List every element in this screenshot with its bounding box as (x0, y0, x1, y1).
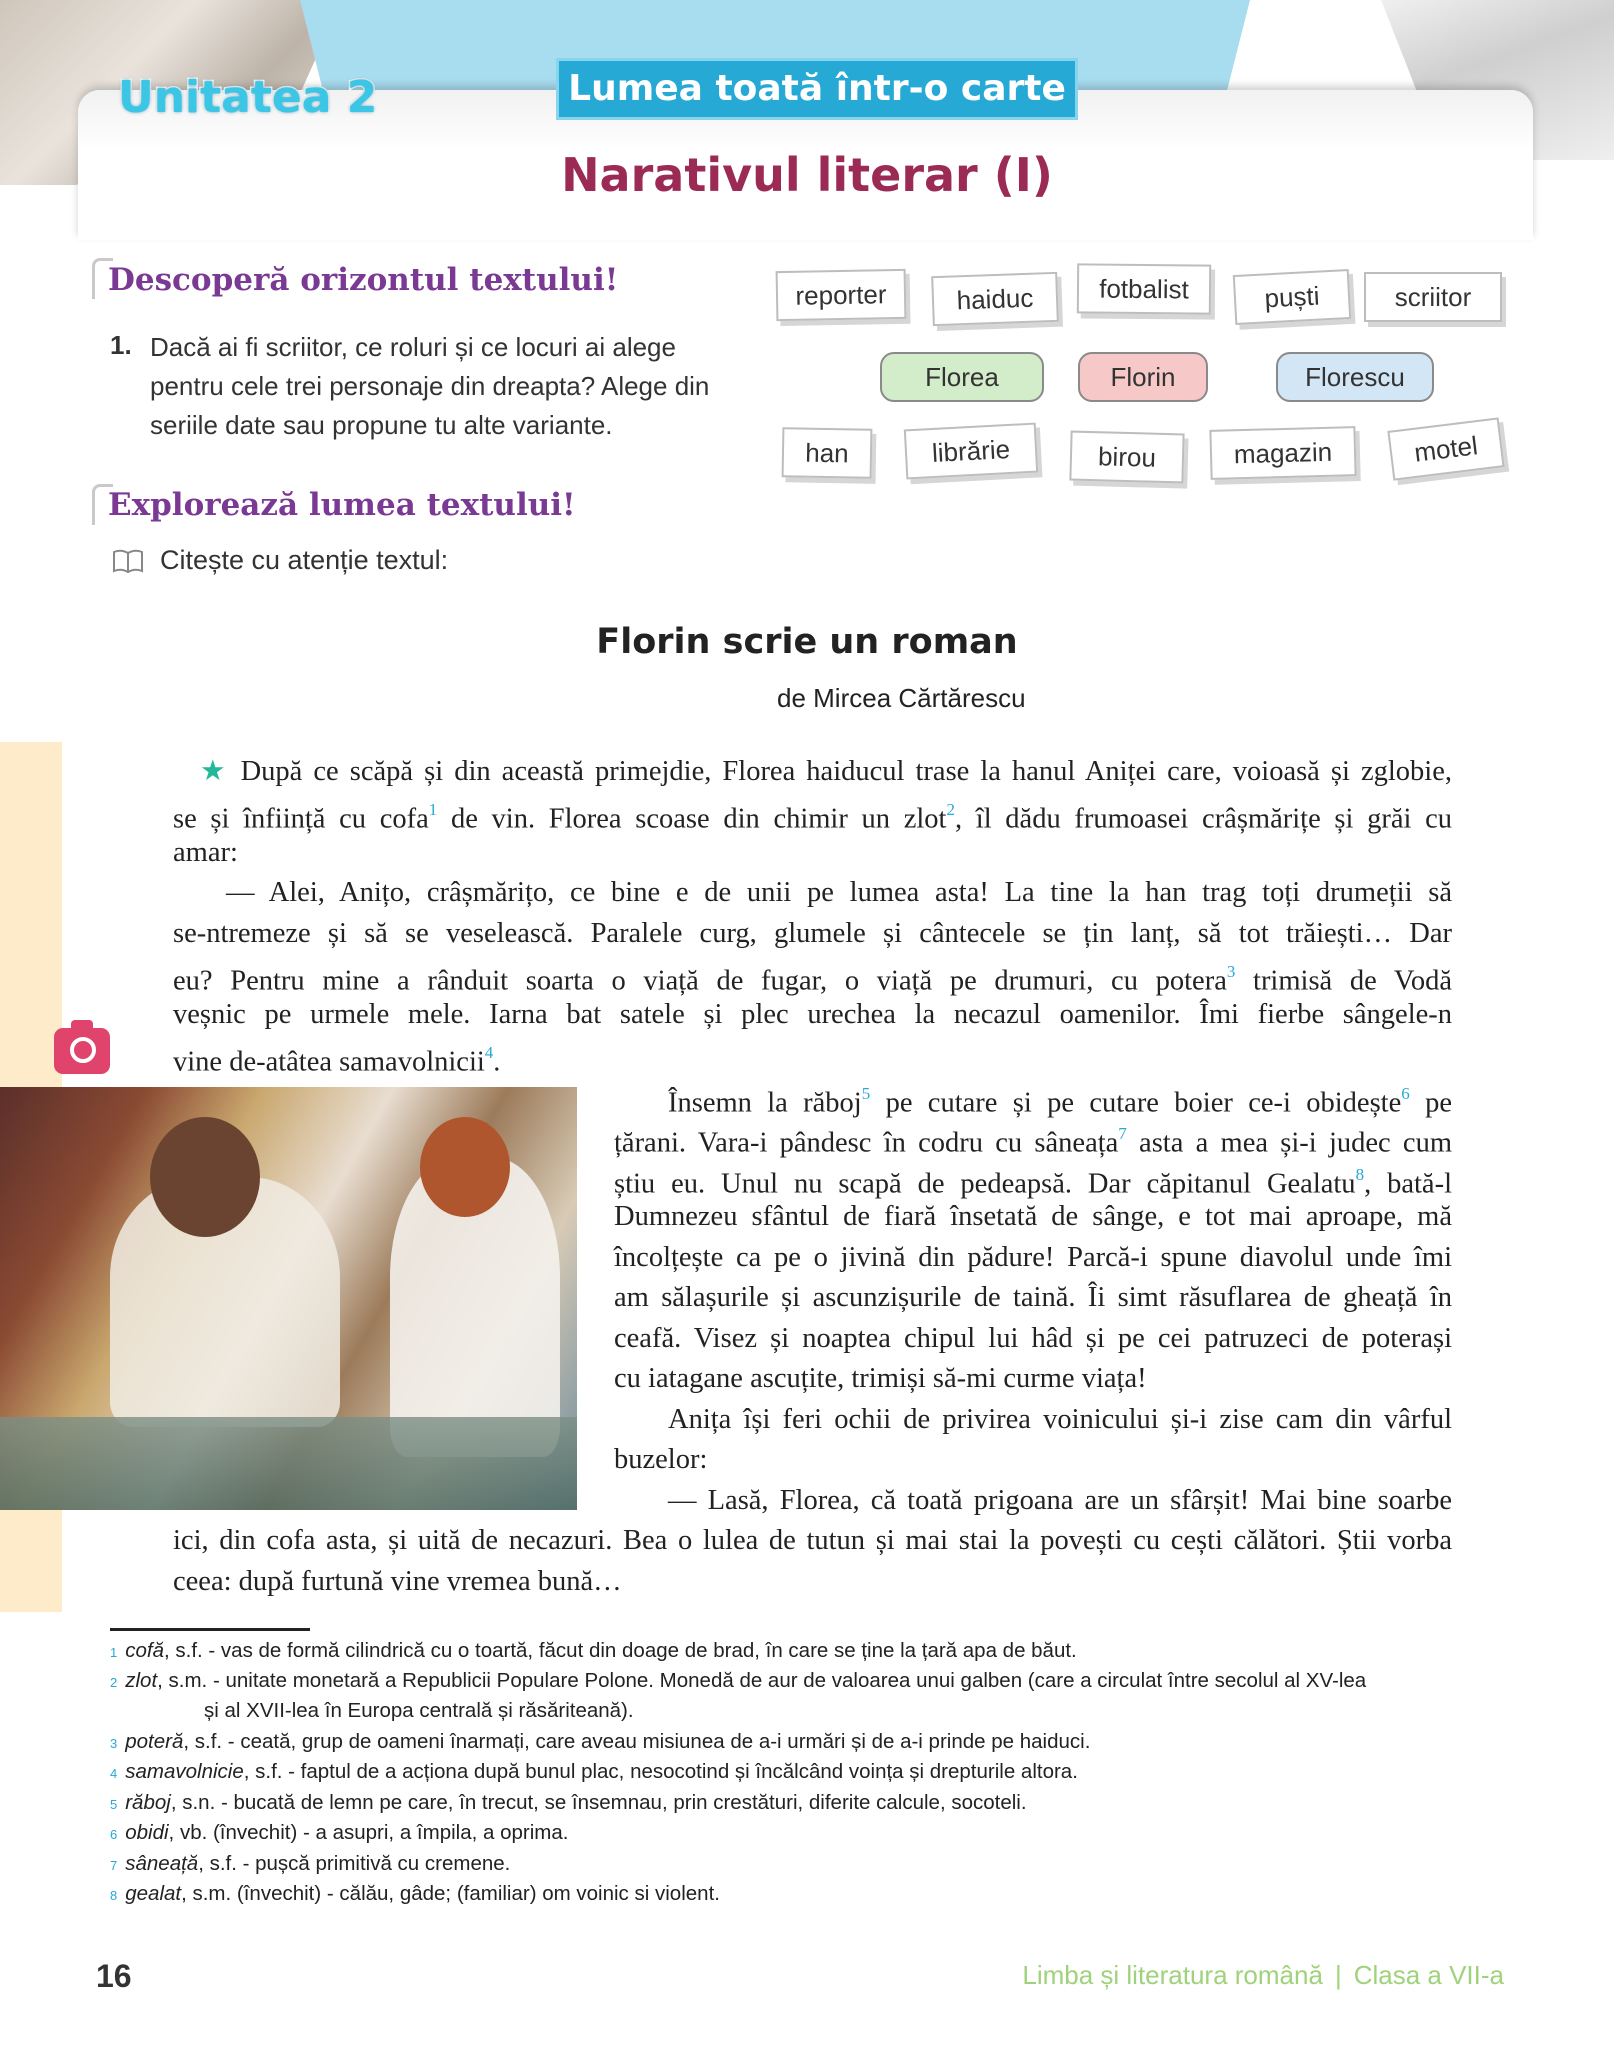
story-line: ★ După ce scăpă și din această primejdie, Florea haiducul trase la hanul Aniței care, voioasă și zglobie, (200, 756, 1452, 787)
footnote: $^6$ obidi, vb. (învechit) - a asupri, a împila, a oprima. (110, 1821, 569, 1844)
story-line: știu eu. Unul nu scapă de pedeapsă. Dar căpitanul Gealatu$^8$, bată-l (614, 1165, 1452, 1200)
role-tag: fotbalist (1077, 263, 1211, 314)
story-line: ceafă. Visez și noaptea chipul lui hâd și pe cei patruzeci de poterași (614, 1323, 1452, 1354)
footer-subject: Limba și literatura română (1022, 1960, 1323, 1990)
story-line: amar: (173, 837, 238, 868)
story-line: se și înființă cu cofa$^1$ de vin. Florea scoase din chimir un zlot$^2$, îl dădu frumoasei crâșmărițe și grăi cu (173, 800, 1452, 835)
story-line: ici, din cofa asta, și uită de necazuri. Bea o lulea de tutun și mai stai la povești cu cești călători. Știi vorba (173, 1525, 1452, 1556)
footnote-mark: 3 (1226, 962, 1236, 981)
footnote-mark: 1 (428, 800, 438, 819)
photo-table (0, 1417, 577, 1510)
camera-icon (54, 1028, 110, 1074)
place-tag: birou (1069, 431, 1184, 484)
story-title: Florin scrie un roman (596, 622, 1018, 662)
discover-heading: Descoperă orizontul textului! (108, 262, 619, 298)
footnote: $^1$ cofă, s.f. - vas de formă cilindrică cu o toartă, făcut din doage de brad, în care se ține la țară apa de băut. (110, 1639, 1077, 1662)
story-line: — Lasă, Florea, că toată prigoana are un sfârșit! Mai bine soarbe (668, 1485, 1452, 1516)
footer-separator: | (1334, 1960, 1342, 1990)
footnote: $^8$ gealat, s.m. (învechit) - călău, gâde; (familiar) om voinic si violent. (110, 1882, 720, 1905)
place-tag: han (782, 427, 873, 479)
footnote-mark: 4 (484, 1043, 494, 1062)
story-line: Însemn la răboj$^5$ pe cutare și pe cutare boier ce-i obidește$^6$ pe (668, 1084, 1452, 1119)
chapter-title: Lumea toată într-o carte (556, 58, 1078, 120)
photo-figure-man-head (150, 1117, 260, 1237)
role-tag: reporter (776, 269, 907, 321)
question-text (150, 328, 760, 445)
story-line: veșnic pe urmele mele. Iarna bat satele și plec urechea la necazul oamenilor. Îmi fierbe sângele-n (173, 999, 1452, 1030)
role-tag: haiduc (931, 272, 1059, 326)
story-line: Anița își feri ochii de privirea voinicului și-i zise cam din vârful (668, 1404, 1452, 1435)
footnote-mark: 6 (1401, 1084, 1410, 1103)
footnote-mark: 2 (946, 800, 955, 819)
name-pill-blue: Florescu (1276, 352, 1434, 402)
page-title: Narativul literar (I) (561, 148, 1053, 202)
story-line: încolțește ca pe o jivină din pădure! Parcă-i spune diavolul unde îmi (614, 1242, 1452, 1273)
footnote: $^3$ poteră, s.f. - ceată, grup de oameni înarmați, care aveau misiunea de a-i urmări și de a-i prinde pe haiduci. (110, 1730, 1091, 1753)
place-tag: motel (1387, 417, 1504, 480)
role-tag: scriitor (1364, 272, 1502, 322)
footer-book-info (1022, 1960, 1504, 1991)
footnote: $^7$ sâneață, s.f. - pușcă primitivă cu cremene. (110, 1852, 511, 1875)
footnote-continuation: și al XVII-lea în Europa centrală și răsăriteană). (204, 1699, 634, 1722)
story-line: cu iatagane ascuțite, trimiși să-mi curme viața! (614, 1363, 1147, 1394)
explore-heading: Explorează lumea textului! (108, 487, 576, 523)
star-icon: ★ (200, 756, 230, 787)
read-instruction: Citește cu atenție textul: (160, 545, 449, 575)
footnote-mark: 8 (1355, 1165, 1365, 1184)
footnote: $^2$ zlot, s.m. - unitate monetară a Republicii Populare Polone. Monedă de aur de valoarea unui galben (care a circulat între secolul al XV-lea (110, 1669, 1367, 1692)
footnote-mark: 7 (1118, 1124, 1127, 1143)
question-line: Dacă ai fi scriitor, ce roluri și ce locuri ai alege (150, 332, 676, 362)
place-tag: magazin (1209, 426, 1356, 480)
place-tag: librărie (904, 423, 1038, 480)
unit-label: Unitatea 2 (118, 72, 378, 123)
story-line: Dumnezeu sfântul de fiară însetată de sânge, e tot mai aproape, mă (614, 1201, 1452, 1232)
story-line: eu? Pentru mine a rânduit soarta o viață de fugar, o viață pe drumuri, cu potera$^3$ trimisă de Vodă (173, 962, 1452, 997)
book-icon (112, 548, 144, 574)
story-line: ceea: după furtună vine vremea bună… (173, 1566, 622, 1597)
question-line: pentru cele trei personaje din dreapta? Alege din (150, 371, 710, 401)
story-author: de Mircea Cărtărescu (777, 683, 1026, 713)
page-number: 16 (96, 1958, 132, 1994)
footer-grade: Clasa a VII-a (1353, 1960, 1504, 1990)
illustration-photo (0, 1087, 577, 1510)
photo-figure-woman-head (420, 1117, 510, 1217)
footnote-rule (110, 1628, 310, 1631)
name-pill-pink: Florin (1078, 352, 1208, 402)
footnote-mark: 5 (861, 1084, 871, 1103)
story-line: buzelor: (614, 1444, 708, 1475)
question-number: 1. (110, 330, 132, 360)
footnote: $^4$ samavolnicie, s.f. - faptul de a acționa după bunul plac, nesocotind și încălcând voința și drepturile altora. (110, 1760, 1078, 1783)
story-line: țărani. Vara-i pândesc în codru cu sâneața$^7$ asta a mea și-i judec cum (614, 1124, 1452, 1159)
footnote: $^5$ răboj, s.n. - bucată de lemn pe care, în trecut, se însemnau, prin crestături, diferite calcule, socoteli. (110, 1791, 1027, 1814)
story-line: — Alei, Anițo, crâșmărițo, ce bine e de unii pe lumea asta! La tine la han trag toți drumeții să (226, 877, 1452, 908)
story-line: se-ntremeze și să se veselească. Paralele curg, glumele și cântecele se țin lanț, să tot trăiești… Dar (173, 918, 1452, 949)
story-line: am sălașurile și ascunzișurile de taină. Îi simt răsuflarea de gheață în (614, 1282, 1452, 1313)
story-line: vine de-atâtea samavolnicii$^4$. (173, 1043, 501, 1078)
role-tag: puști (1233, 269, 1351, 325)
name-pill-green: Florea (880, 352, 1044, 402)
question-line: seriile date sau propune tu alte variante. (150, 410, 613, 440)
